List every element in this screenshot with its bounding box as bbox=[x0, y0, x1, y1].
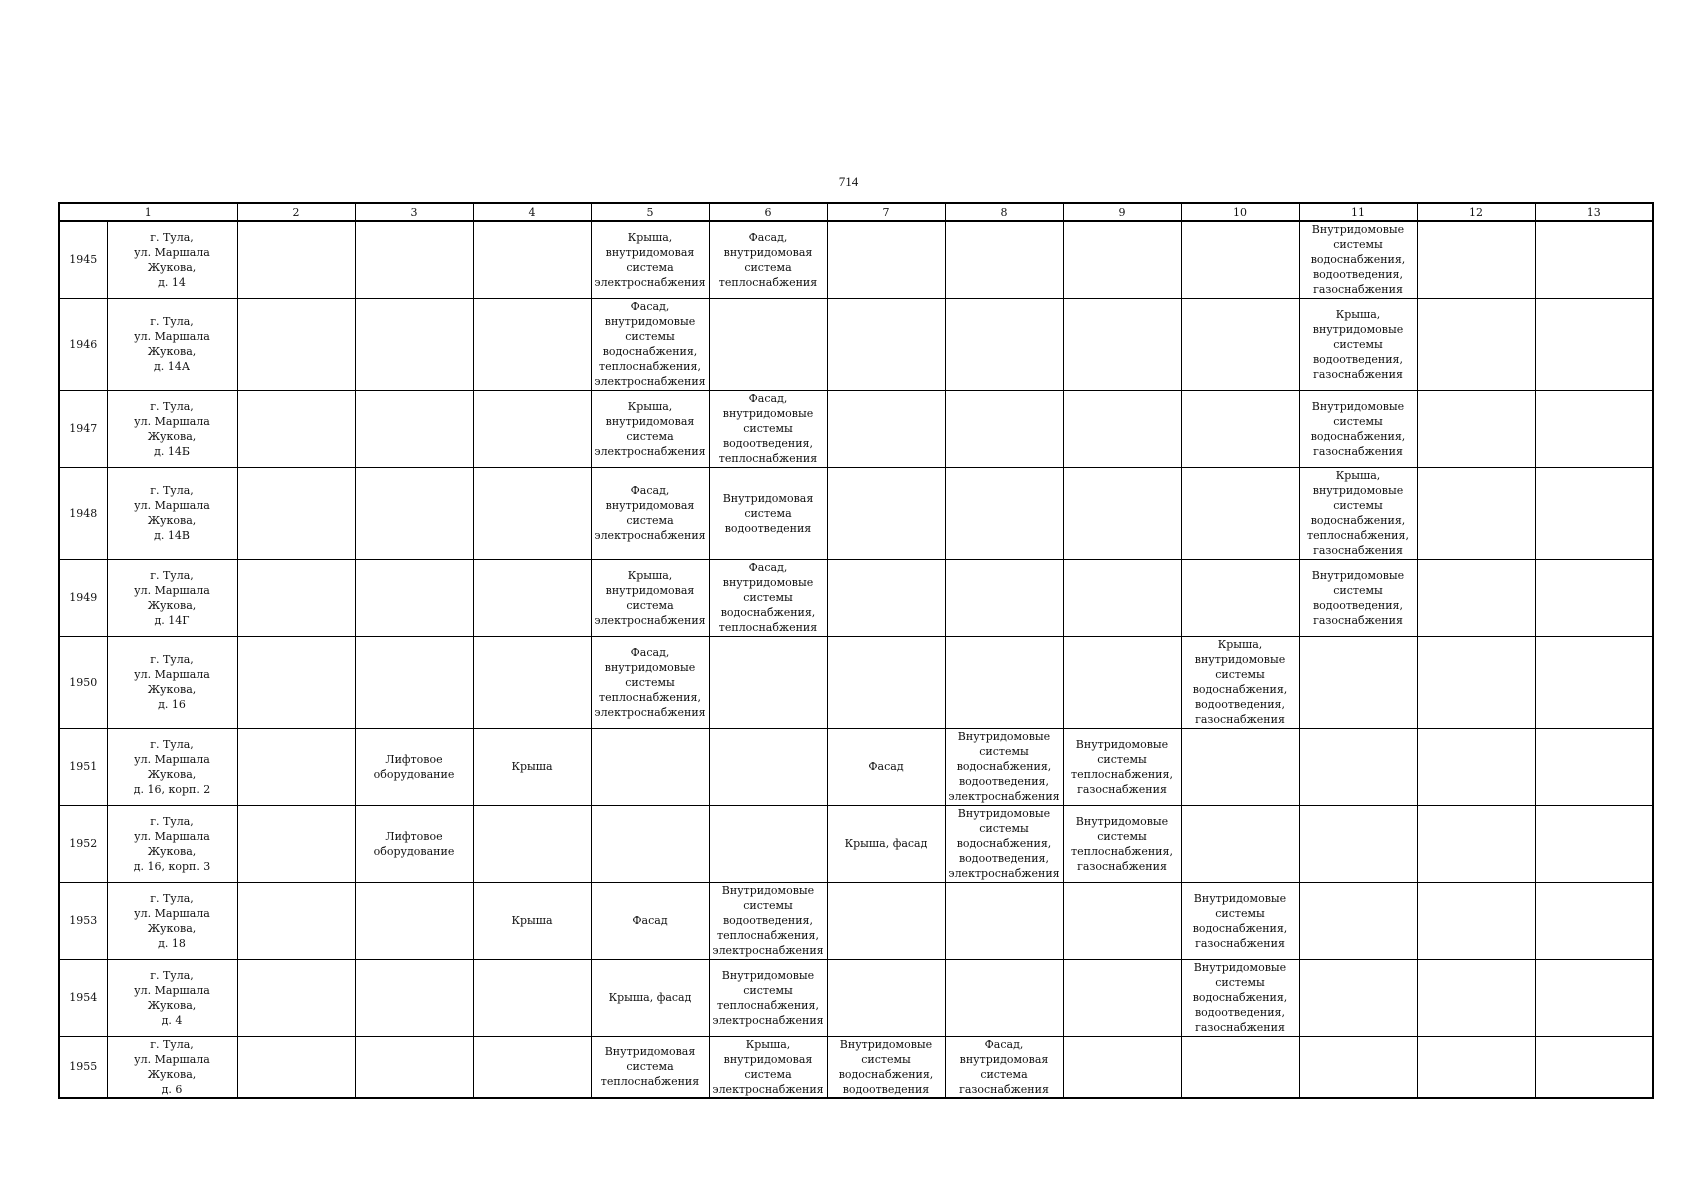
address-text: г. Тула, ул. Маршала Жукова, д. 14Г bbox=[134, 568, 210, 627]
table-cell-col-3 bbox=[355, 959, 473, 1036]
table-cell-col-9 bbox=[1063, 959, 1181, 1036]
table-cell-col-8 bbox=[945, 559, 1063, 636]
cell-text: Крыша, внутридомовые системы водоснабжения, водоотведения, газоснабжения bbox=[1192, 638, 1288, 726]
cell-text: Внутридомовая система водоотведения bbox=[722, 491, 814, 535]
table-cell-col-6 bbox=[709, 728, 827, 805]
table-cell-col-12 bbox=[1417, 959, 1535, 1036]
table-cell-col-13 bbox=[1535, 882, 1653, 959]
table-cell-col-12 bbox=[1417, 390, 1535, 467]
column-header-10: 10 bbox=[1181, 203, 1299, 221]
table-cell-col-5 bbox=[591, 1036, 709, 1098]
table-cell-col-7 bbox=[827, 805, 945, 882]
column-header-2: 2 bbox=[237, 203, 355, 221]
table-cell-col-12 bbox=[1417, 805, 1535, 882]
table-cell-col-6 bbox=[709, 390, 827, 467]
table-cell-col-6 bbox=[709, 636, 827, 728]
table-cell-col-3 bbox=[355, 805, 473, 882]
table-cell-col-4 bbox=[473, 1036, 591, 1098]
table-body bbox=[59, 221, 1653, 1098]
table-cell-col-10 bbox=[1181, 728, 1299, 805]
table-cell-col-7 bbox=[827, 959, 945, 1036]
column-header-1: 1 bbox=[59, 203, 237, 221]
table-row bbox=[59, 559, 1653, 636]
table-cell-col-10 bbox=[1181, 559, 1299, 636]
table-cell-col-11 bbox=[1299, 221, 1417, 298]
address-cell bbox=[107, 390, 237, 467]
cell-text: Фасад bbox=[632, 914, 668, 927]
table-cell-col-11 bbox=[1299, 298, 1417, 390]
table-row bbox=[59, 882, 1653, 959]
address-cell bbox=[107, 467, 237, 559]
row-number: 1945 bbox=[59, 221, 107, 298]
table-cell-col-10 bbox=[1181, 805, 1299, 882]
table-cell-col-5 bbox=[591, 559, 709, 636]
table-cell-col-13 bbox=[1535, 221, 1653, 298]
table-cell-col-2 bbox=[237, 221, 355, 298]
header-row bbox=[59, 203, 1653, 221]
cell-text: Фасад, внутридомовые системы водоснабжения, теплоснабжения, электроснабжения bbox=[594, 300, 706, 388]
cell-text: Внутридомовые системы водоснабжения, водоотведения, газоснабжения bbox=[1192, 961, 1288, 1034]
table-cell-col-5 bbox=[591, 636, 709, 728]
table-cell-col-13 bbox=[1535, 298, 1653, 390]
row-number: 1950 bbox=[59, 636, 107, 728]
table-cell-col-11 bbox=[1299, 390, 1417, 467]
table-cell-col-2 bbox=[237, 390, 355, 467]
address-cell bbox=[107, 1036, 237, 1098]
table-cell-col-11 bbox=[1299, 728, 1417, 805]
table-cell-col-9 bbox=[1063, 298, 1181, 390]
table-cell-col-8 bbox=[945, 805, 1063, 882]
table-cell-col-6 bbox=[709, 1036, 827, 1098]
cell-text: Фасад, внутридомовые системы водоснабжения, теплоснабжения bbox=[718, 561, 818, 634]
table-header bbox=[59, 203, 1653, 221]
table-cell-col-2 bbox=[237, 882, 355, 959]
column-header-11: 11 bbox=[1299, 203, 1417, 221]
table-cell-col-5 bbox=[591, 390, 709, 467]
address-text: г. Тула, ул. Маршала Жукова, д. 16, корп. 2 bbox=[133, 737, 211, 796]
table-cell-col-12 bbox=[1417, 728, 1535, 805]
table-cell-col-3 bbox=[355, 390, 473, 467]
cell-text: Крыша bbox=[511, 914, 553, 927]
table-cell-col-2 bbox=[237, 559, 355, 636]
cell-text: Внутридомовые системы водоотведения, газоснабжения bbox=[1311, 568, 1405, 627]
address-text: г. Тула, ул. Маршала Жукова, д. 14В bbox=[134, 484, 210, 542]
table-cell-col-6 bbox=[709, 298, 827, 390]
table-cell-col-6 bbox=[709, 959, 827, 1036]
table-cell-col-9 bbox=[1063, 728, 1181, 805]
table-cell-col-3 bbox=[355, 559, 473, 636]
cell-text: Фасад, внутридомовые системы водоотведения, теплоснабжения bbox=[718, 392, 818, 465]
table-cell-col-8 bbox=[945, 221, 1063, 298]
table-cell-col-4 bbox=[473, 298, 591, 390]
address-text: г. Тула, ул. Маршала Жукова, д. 4 bbox=[134, 968, 210, 1027]
row-number: 1946 bbox=[59, 298, 107, 390]
table-row bbox=[59, 805, 1653, 882]
table-cell-col-12 bbox=[1417, 559, 1535, 636]
table-cell-col-5 bbox=[591, 728, 709, 805]
table-cell-col-13 bbox=[1535, 390, 1653, 467]
table-cell-col-8 bbox=[945, 882, 1063, 959]
column-header-9: 9 bbox=[1063, 203, 1181, 221]
table-cell-col-4 bbox=[473, 728, 591, 805]
address-cell bbox=[107, 636, 237, 728]
table-cell-col-4 bbox=[473, 959, 591, 1036]
table-cell-col-10 bbox=[1181, 298, 1299, 390]
table-cell-col-3 bbox=[355, 467, 473, 559]
table-cell-col-10 bbox=[1181, 882, 1299, 959]
row-number: 1955 bbox=[59, 1036, 107, 1098]
table-cell-col-3 bbox=[355, 298, 473, 390]
table-cell-col-8 bbox=[945, 390, 1063, 467]
table-cell-col-12 bbox=[1417, 221, 1535, 298]
cell-text: Крыша, внутридомовые системы водоснабжения, теплоснабжения, газоснабжения bbox=[1307, 469, 1409, 557]
table-cell-col-9 bbox=[1063, 221, 1181, 298]
table-cell-col-11 bbox=[1299, 959, 1417, 1036]
address-text: г. Тула, ул. Маршала Жукова, д. 14Б bbox=[134, 399, 210, 458]
table-cell-col-2 bbox=[237, 636, 355, 728]
row-number: 1954 bbox=[59, 959, 107, 1036]
table-cell-col-4 bbox=[473, 559, 591, 636]
cell-text: Внутридомовые системы водоотведения, теплоснабжения, электроснабжения bbox=[712, 884, 824, 957]
cell-text: Лифтовое оборудование bbox=[373, 752, 455, 781]
table-cell-col-6 bbox=[709, 559, 827, 636]
table-cell-col-5 bbox=[591, 467, 709, 559]
table-cell-col-7 bbox=[827, 728, 945, 805]
table-cell-col-2 bbox=[237, 959, 355, 1036]
address-cell bbox=[107, 882, 237, 959]
cell-text: Фасад, внутридомовые системы теплоснабжения, электроснабжения bbox=[594, 645, 706, 719]
column-header-7: 7 bbox=[827, 203, 945, 221]
cell-text: Крыша, фасад bbox=[844, 837, 928, 850]
cell-text: Крыша, фасад bbox=[608, 991, 692, 1004]
cell-text: Фасад bbox=[868, 760, 904, 773]
cell-text: Крыша bbox=[511, 760, 553, 773]
table-cell-col-13 bbox=[1535, 1036, 1653, 1098]
table-cell-col-7 bbox=[827, 390, 945, 467]
table-cell-col-8 bbox=[945, 636, 1063, 728]
column-header-13: 13 bbox=[1535, 203, 1653, 221]
table-cell-col-2 bbox=[237, 467, 355, 559]
address-cell bbox=[107, 805, 237, 882]
table-cell-col-5 bbox=[591, 221, 709, 298]
table-cell-col-2 bbox=[237, 1036, 355, 1098]
table-cell-col-2 bbox=[237, 298, 355, 390]
column-header-8: 8 bbox=[945, 203, 1063, 221]
table-cell-col-7 bbox=[827, 1036, 945, 1098]
table-cell-col-12 bbox=[1417, 1036, 1535, 1098]
table-cell-col-4 bbox=[473, 636, 591, 728]
table-cell-col-11 bbox=[1299, 467, 1417, 559]
cell-text: Внутридомовые системы водоснабжения, водоотведения, электроснабжения bbox=[948, 730, 1060, 803]
table-cell-col-6 bbox=[709, 221, 827, 298]
table-row bbox=[59, 959, 1653, 1036]
table-cell-col-12 bbox=[1417, 298, 1535, 390]
table-cell-col-7 bbox=[827, 467, 945, 559]
row-number: 1948 bbox=[59, 467, 107, 559]
table-cell-col-4 bbox=[473, 467, 591, 559]
table-cell-col-9 bbox=[1063, 467, 1181, 559]
cell-text: Фасад, внутридомовая система газоснабжения bbox=[959, 1037, 1049, 1096]
table-cell-col-12 bbox=[1417, 636, 1535, 728]
table-cell-col-13 bbox=[1535, 959, 1653, 1036]
table-cell-col-8 bbox=[945, 298, 1063, 390]
row-number: 1951 bbox=[59, 728, 107, 805]
table-cell-col-10 bbox=[1181, 467, 1299, 559]
cell-text: Внутридомовые системы теплоснабжения, газоснабжения bbox=[1071, 737, 1173, 796]
table-cell-col-5 bbox=[591, 882, 709, 959]
table-cell-col-3 bbox=[355, 221, 473, 298]
table-cell-col-10 bbox=[1181, 636, 1299, 728]
table-row bbox=[59, 1036, 1653, 1098]
cell-text: Лифтовое оборудование bbox=[373, 829, 455, 858]
column-header-12: 12 bbox=[1417, 203, 1535, 221]
cell-text: Внутридомовые системы водоснабжения, водоотведения, электроснабжения bbox=[948, 807, 1060, 880]
cell-text: Внутридомовые системы водоснабжения, водоотведения bbox=[838, 1037, 934, 1096]
address-cell bbox=[107, 959, 237, 1036]
table-cell-col-2 bbox=[237, 728, 355, 805]
table-cell-col-11 bbox=[1299, 1036, 1417, 1098]
address-cell bbox=[107, 728, 237, 805]
row-number: 1947 bbox=[59, 390, 107, 467]
table-cell-col-13 bbox=[1535, 636, 1653, 728]
cell-text: Крыша, внутридомовые системы водоотведения, газоснабжения bbox=[1312, 307, 1404, 381]
table-row bbox=[59, 298, 1653, 390]
table-cell-col-9 bbox=[1063, 1036, 1181, 1098]
table-cell-col-3 bbox=[355, 636, 473, 728]
table-cell-col-5 bbox=[591, 959, 709, 1036]
table-cell-col-11 bbox=[1299, 882, 1417, 959]
row-number: 1952 bbox=[59, 805, 107, 882]
address-text: г. Тула, ул. Маршала Жукова, д. 14А bbox=[134, 315, 210, 373]
table-cell-col-13 bbox=[1535, 805, 1653, 882]
table-cell-col-9 bbox=[1063, 805, 1181, 882]
table-cell-col-11 bbox=[1299, 636, 1417, 728]
column-header-6: 6 bbox=[709, 203, 827, 221]
table-cell-col-11 bbox=[1299, 805, 1417, 882]
table-cell-col-10 bbox=[1181, 390, 1299, 467]
table-row bbox=[59, 467, 1653, 559]
table-cell-col-9 bbox=[1063, 390, 1181, 467]
cell-text: Внутридомовые системы водоснабжения, водоотведения, газоснабжения bbox=[1310, 223, 1406, 297]
cell-text: Внутридомовые системы водоснабжения, газоснабжения bbox=[1310, 399, 1406, 458]
column-header-4: 4 bbox=[473, 203, 591, 221]
cell-text: Внутридомовые системы теплоснабжения, электроснабжения bbox=[712, 968, 824, 1027]
row-number: 1949 bbox=[59, 559, 107, 636]
table-row bbox=[59, 728, 1653, 805]
cell-text: Крыша, внутридомовая система электроснабжения bbox=[594, 568, 706, 627]
cell-text: Крыша, внутридомовая система электроснабжения bbox=[594, 230, 706, 289]
table-cell-col-13 bbox=[1535, 559, 1653, 636]
cell-text: Внутридомовая система теплоснабжения bbox=[600, 1045, 700, 1088]
table-cell-col-7 bbox=[827, 882, 945, 959]
cell-text: Внутридомовые системы водоснабжения, газоснабжения bbox=[1192, 891, 1288, 950]
address-cell bbox=[107, 298, 237, 390]
table-cell-col-8 bbox=[945, 728, 1063, 805]
table-cell-col-6 bbox=[709, 805, 827, 882]
table-cell-col-7 bbox=[827, 221, 945, 298]
table-cell-col-13 bbox=[1535, 467, 1653, 559]
table-cell-col-12 bbox=[1417, 882, 1535, 959]
table-cell-col-7 bbox=[827, 559, 945, 636]
address-cell bbox=[107, 221, 237, 298]
table-cell-col-3 bbox=[355, 728, 473, 805]
table-cell-col-4 bbox=[473, 882, 591, 959]
cell-text: Фасад, внутридомовая система электроснабжения bbox=[594, 484, 706, 542]
table-cell-col-7 bbox=[827, 636, 945, 728]
table-cell-col-3 bbox=[355, 1036, 473, 1098]
table-cell-col-11 bbox=[1299, 559, 1417, 636]
column-header-5: 5 bbox=[591, 203, 709, 221]
table-row bbox=[59, 390, 1653, 467]
table-cell-col-10 bbox=[1181, 1036, 1299, 1098]
address-text: г. Тула, ул. Маршала Жукова, д. 6 bbox=[134, 1037, 210, 1096]
address-text: г. Тула, ул. Маршала Жукова, д. 16, корп. 3 bbox=[133, 814, 211, 873]
table-cell-col-4 bbox=[473, 390, 591, 467]
table-cell-col-2 bbox=[237, 805, 355, 882]
table-cell-col-6 bbox=[709, 467, 827, 559]
table-cell-col-8 bbox=[945, 959, 1063, 1036]
page-number: 714 bbox=[838, 174, 859, 189]
table-cell-col-9 bbox=[1063, 559, 1181, 636]
table-cell-col-8 bbox=[945, 1036, 1063, 1098]
address-text: г. Тула, ул. Маршала Жукова, д. 18 bbox=[134, 891, 210, 950]
table-cell-col-5 bbox=[591, 298, 709, 390]
table-cell-col-12 bbox=[1417, 467, 1535, 559]
cell-text: Внутридомовые системы теплоснабжения, газоснабжения bbox=[1071, 814, 1173, 873]
address-cell bbox=[107, 559, 237, 636]
cell-text: Крыша, внутридомовая система электроснабжения bbox=[712, 1037, 824, 1096]
table-cell-col-8 bbox=[945, 467, 1063, 559]
row-number: 1953 bbox=[59, 882, 107, 959]
table-cell-col-7 bbox=[827, 298, 945, 390]
table-cell-col-3 bbox=[355, 882, 473, 959]
cell-text: Фасад, внутридомовая система теплоснабжения bbox=[718, 230, 818, 289]
table-cell-col-10 bbox=[1181, 959, 1299, 1036]
table-cell-col-6 bbox=[709, 882, 827, 959]
table-cell-col-4 bbox=[473, 221, 591, 298]
table-cell-col-9 bbox=[1063, 636, 1181, 728]
address-text: г. Тула, ул. Маршала Жукова, д. 16 bbox=[134, 653, 210, 711]
table-row bbox=[59, 636, 1653, 728]
repair-schedule-table bbox=[58, 202, 1654, 1099]
table-cell-col-10 bbox=[1181, 221, 1299, 298]
table-cell-col-5 bbox=[591, 805, 709, 882]
table-cell-col-9 bbox=[1063, 882, 1181, 959]
address-text: г. Тула, ул. Маршала Жукова, д. 14 bbox=[134, 230, 210, 289]
table-row bbox=[59, 221, 1653, 298]
cell-text: Крыша, внутридомовая система электроснабжения bbox=[594, 399, 706, 458]
table-cell-col-4 bbox=[473, 805, 591, 882]
table-cell-col-13 bbox=[1535, 728, 1653, 805]
column-header-3: 3 bbox=[355, 203, 473, 221]
